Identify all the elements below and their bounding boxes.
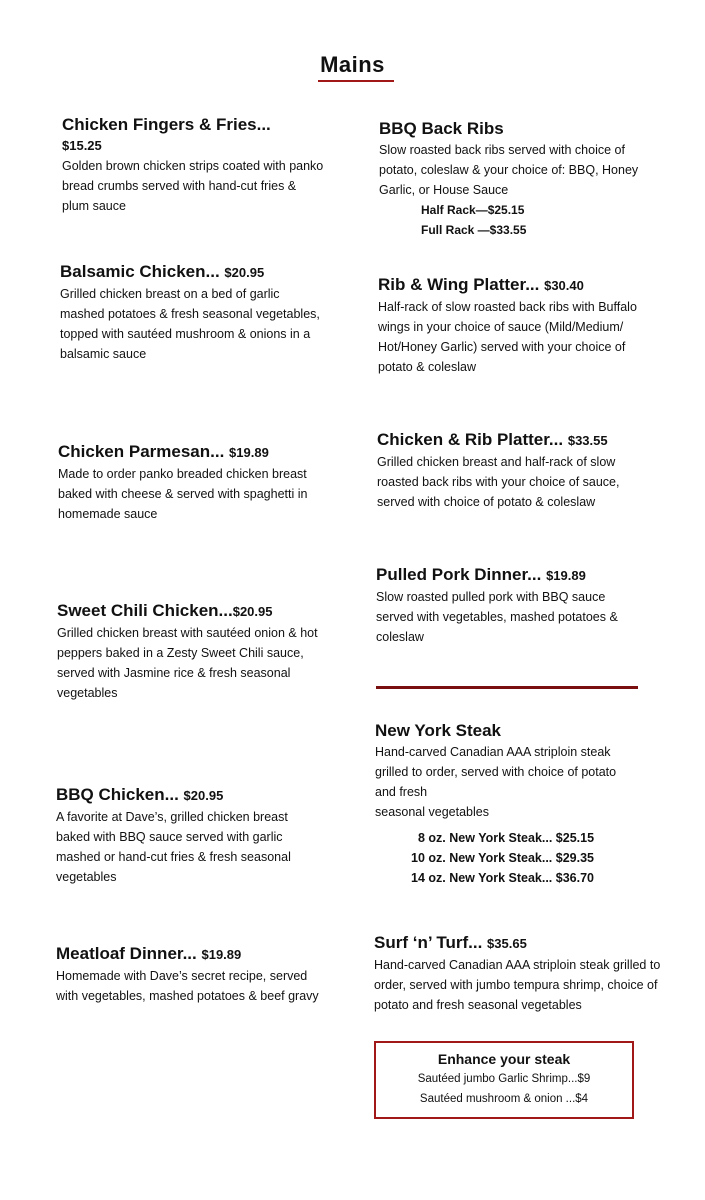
desc-line: Grilled chicken breast on a bed of garlic bbox=[60, 287, 280, 301]
section-divider bbox=[376, 686, 638, 689]
desc-line: Hand-carved Canadian AAA striploin steak grilled to bbox=[374, 958, 661, 972]
item-name: Pulled Pork Dinner... $19.89 bbox=[376, 565, 586, 584]
menu-item-chicken-rib-platter bbox=[377, 429, 619, 512]
menu-item-bbq-back-ribs bbox=[379, 118, 638, 240]
item-name: Sweet Chili Chicken...$20.95 bbox=[57, 601, 273, 620]
menu-item-balsamic-chicken bbox=[60, 261, 320, 364]
menu-item-new-york-steak bbox=[375, 720, 616, 888]
menu-item-rib-wing-platter bbox=[378, 274, 637, 377]
desc-line: balsamic sauce bbox=[60, 347, 147, 361]
desc-line: served with vegetables, mashed potatoes & bbox=[376, 610, 618, 624]
item-name: BBQ Back Ribs bbox=[379, 119, 504, 138]
desc-line: with vegetables, mashed potatoes & beef gravy bbox=[56, 989, 319, 1003]
item-description bbox=[57, 623, 318, 703]
desc-line: mashed potatoes & fresh seasonal vegetables, bbox=[60, 307, 320, 321]
desc-line: Made to order panko breaded chicken breast bbox=[58, 467, 307, 481]
desc-line: Homemade with Dave’s secret recipe, served bbox=[56, 969, 308, 983]
item-description bbox=[375, 742, 616, 822]
item-price: $20.95 bbox=[183, 788, 224, 803]
item-name: Chicken Parmesan... $19.89 bbox=[58, 442, 269, 461]
steak-size-row: 10 oz. New York Steak... $29.35 bbox=[411, 851, 594, 865]
menu-item-meatloaf-dinner bbox=[56, 943, 319, 1006]
item-name: New York Steak bbox=[375, 721, 501, 740]
item-description bbox=[377, 452, 619, 512]
desc-line: Grilled chicken breast and half-rack of slow bbox=[377, 455, 616, 469]
desc-line: Slow roasted back ribs served with choice of bbox=[379, 143, 625, 157]
desc-line: homemade sauce bbox=[58, 507, 158, 521]
desc-line: bread crumbs served with hand-cut fries & bbox=[62, 179, 297, 193]
desc-line: potato & coleslaw bbox=[378, 360, 476, 374]
desc-line: peppers baked in a Zesty Sweet Chili sauce, bbox=[57, 646, 304, 660]
desc-line: plum sauce bbox=[62, 199, 126, 213]
item-description bbox=[374, 955, 660, 1015]
menu-item-bbq-chicken bbox=[56, 784, 291, 887]
item-price: $30.40 bbox=[544, 278, 584, 293]
desc-line: Hand-carved Canadian AAA striploin steak bbox=[375, 745, 611, 759]
menu-item-chicken-parmesan bbox=[58, 441, 307, 524]
desc-line: potato and fresh seasonal vegetables bbox=[374, 998, 582, 1012]
desc-line: roasted back ribs with your choice of sauce, bbox=[377, 475, 620, 489]
desc-line: served with choice of potato & coleslaw bbox=[377, 495, 596, 509]
desc-line: Grilled chicken breast with sautéed onion & hot bbox=[57, 626, 318, 640]
desc-line: Slow roasted pulled pork with BBQ sauce bbox=[376, 590, 606, 604]
title-underline bbox=[318, 80, 394, 82]
item-price: $33.55 bbox=[567, 433, 608, 448]
desc-line: A favorite at Dave’s, grilled chicken breast bbox=[56, 810, 288, 824]
rib-size-price: Full Rack —$33.55 bbox=[421, 223, 527, 237]
item-price: $19.89 bbox=[201, 947, 242, 962]
item-description bbox=[62, 156, 323, 216]
item-description bbox=[58, 464, 307, 524]
steak-size-list bbox=[375, 828, 616, 888]
enhance-option: Sautéed jumbo Garlic Shrimp...$9 bbox=[417, 1073, 591, 1085]
steak-size-row: 14 oz. New York Steak... $36.70 bbox=[411, 871, 594, 885]
desc-line: coleslaw bbox=[376, 630, 424, 644]
desc-line: vegetables bbox=[56, 870, 117, 884]
desc-line: potato, coleslaw & your choice of: BBQ, Honey bbox=[379, 163, 639, 177]
item-description bbox=[378, 297, 637, 377]
desc-line: baked with BBQ sauce served with garlic bbox=[56, 830, 283, 844]
menu-item-sweet-chili-chicken bbox=[57, 600, 318, 703]
menu-item-surf-n-turf bbox=[374, 932, 660, 1015]
enhance-title: Enhance your steak bbox=[437, 1051, 571, 1067]
desc-line: grilled to order, served with choice of potato bbox=[375, 765, 617, 779]
item-name: Balsamic Chicken... $20.95 bbox=[60, 262, 265, 281]
item-name: Chicken & Rib Platter... $33.55 bbox=[377, 430, 608, 449]
item-description bbox=[56, 807, 291, 887]
item-price: $20.95 bbox=[232, 604, 273, 619]
item-price: $19.89 bbox=[546, 568, 586, 583]
item-price: $20.95 bbox=[224, 265, 265, 280]
steak-size-row: 8 oz. New York Steak... $25.15 bbox=[418, 831, 595, 845]
item-price: $15.25 bbox=[62, 138, 102, 153]
desc-line: seasonal vegetables bbox=[375, 805, 489, 819]
item-name: BBQ Chicken... $20.95 bbox=[56, 785, 224, 804]
enhance-option: Sautéed mushroom & onion ...$4 bbox=[419, 1093, 589, 1105]
item-price: $19.89 bbox=[229, 445, 269, 460]
desc-line: served with Jasmine rice & fresh seasonal bbox=[57, 666, 291, 680]
enhance-steak-box bbox=[374, 1041, 634, 1119]
desc-line: wings in your choice of sauce (Mild/Medium/ bbox=[378, 320, 624, 334]
item-description bbox=[56, 966, 319, 1006]
desc-line: Hot/Honey Garlic) served with your choice of bbox=[378, 340, 626, 354]
desc-line: Golden brown chicken strips coated with panko bbox=[62, 159, 324, 173]
item-description bbox=[379, 140, 638, 200]
rib-size-price: Half Rack—$25.15 bbox=[421, 203, 525, 217]
desc-line: order, served with jumbo tempura shrimp, choice of bbox=[374, 978, 658, 992]
menu-item-pulled-pork-dinner bbox=[376, 564, 618, 647]
desc-line: Garlic, or House Sauce bbox=[379, 183, 509, 197]
menu-item-chicken-fingers bbox=[62, 114, 323, 216]
page-title: Mains bbox=[320, 52, 385, 77]
desc-line: vegetables bbox=[57, 686, 118, 700]
item-description bbox=[60, 284, 320, 364]
item-name: Surf ‘n’ Turf... $35.65 bbox=[374, 933, 527, 952]
item-description bbox=[376, 587, 618, 647]
desc-line: baked with cheese & served with spaghetti in bbox=[58, 487, 308, 501]
item-price: $35.65 bbox=[487, 936, 527, 951]
desc-line: topped with sautéed mushroom & onions in a bbox=[60, 327, 311, 341]
item-name: Rib & Wing Platter... $30.40 bbox=[378, 275, 584, 294]
desc-line: and fresh bbox=[375, 785, 428, 799]
desc-line: mashed or hand-cut fries & fresh seasonal bbox=[56, 850, 291, 864]
item-name: Chicken Fingers & Fries... bbox=[62, 115, 271, 134]
item-name: Meatloaf Dinner... $19.89 bbox=[56, 944, 242, 963]
desc-line: Half-rack of slow roasted back ribs with Buffalo bbox=[378, 300, 637, 314]
